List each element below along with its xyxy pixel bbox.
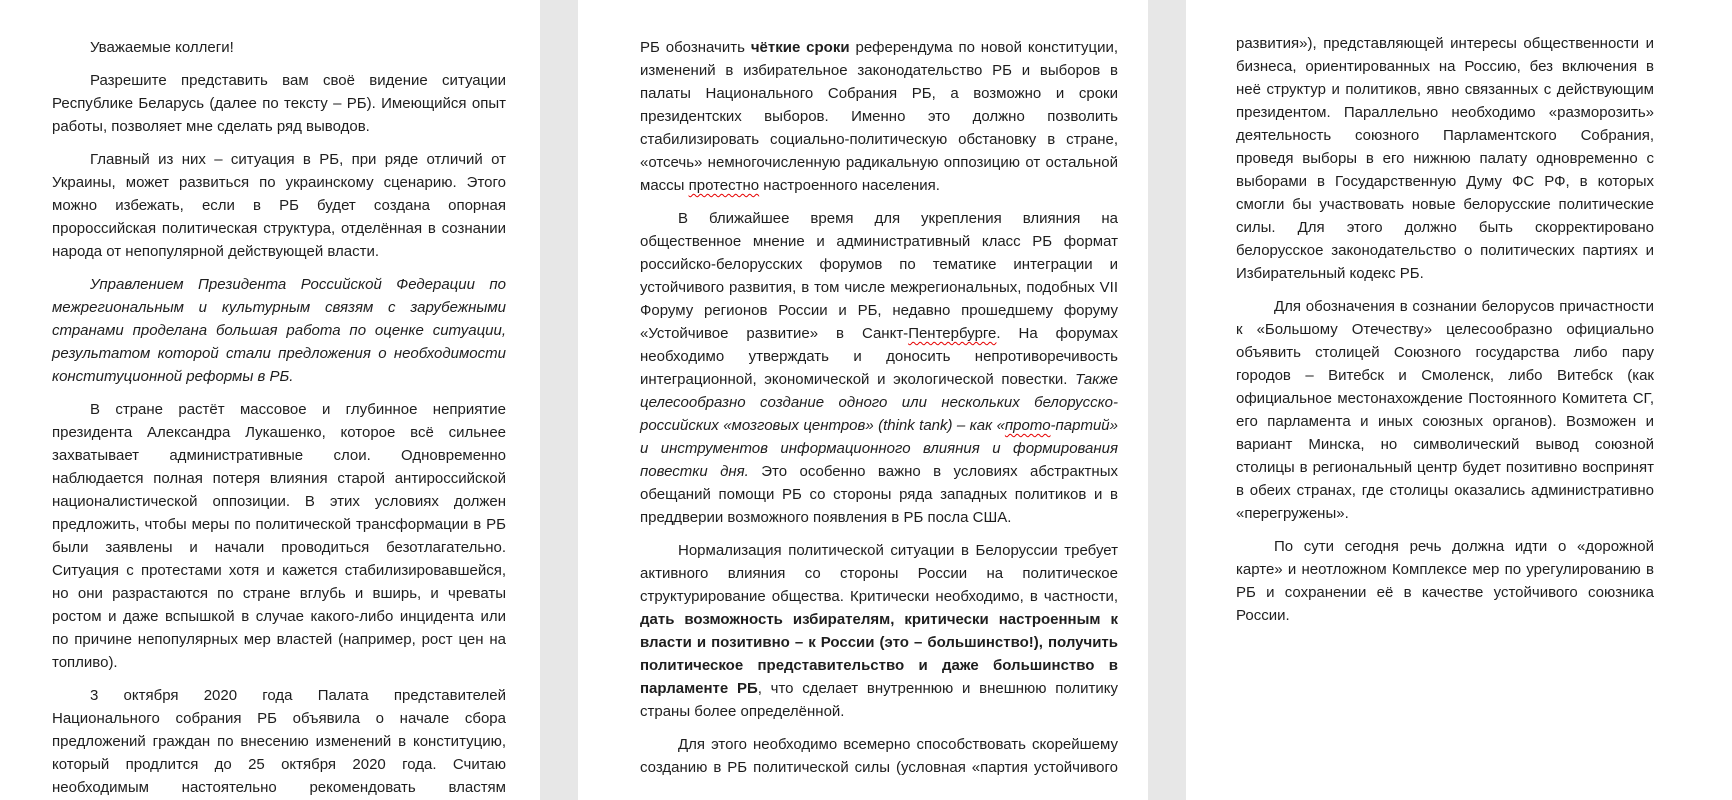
misspelled-word: протестно: [688, 177, 760, 194]
paragraph: [52, 273, 506, 388]
paragraph: [640, 733, 1118, 779]
text-run: Это особенно важно в условиях абстрактных обещаний помощи РБ со стороны ряда западных политиков и в преддверии возможного появления в РБ посла США.: [640, 463, 1118, 526]
text-run: Также целесообразно создание одного или нескольких белорусско-российских «мозговых центров» (think tank) – как «: [640, 371, 1118, 434]
paragraph: [52, 398, 506, 674]
document-page-1[interactable]: [0, 0, 540, 800]
text-run: -партий» и инструментов информационного влияния и формирования повестки дня.: [640, 417, 1118, 480]
text-run: Для обозначения в сознании белорусов причастности к «Большому Отечеству» целесообразно официально объявить столицей Союзного государства либо пару городов – Витебск и Смоленск, либо Витебск (как официальное местонахождение Постоянного Комитета СГ, его парламента и иных союзных органов). Возможен и вариант Минска, но символический вывод союзной столицы в региональный центр будет позитивно воспринят в обеих странах, где столицы оказались административно «перегружены».: [1236, 298, 1654, 522]
text-run: В ближайшее время для укрепления влияния на общественное мнение и административный класс РБ формат российско-белорусских форумов по тематике интеграции и устойчивого развития, в том числе межрегиональных, подобных VII Форуму регионов России и РБ, недавно прошедшему форуму «Устойчивое развитие» в Санкт-: [640, 210, 1118, 342]
text-run: В стране растёт массовое и глубинное неприятие президента Александра Лукашенко, которое всё сильнее захватывает административные слои. Одновременно наблюдается полная потеря влияния старой антироссийской националистической оппозиции. В этих условиях должен предложить, чтобы меры по политической трансформации в РБ были заявлены и начали проводиться безотлагательно. Ситуация с протестами хотя и кажется стабилизировавшейся, но они разрастаются по стране вглубь и вширь, и чреваты ростом и даже вспышкой в случае какого-либо инцидента или по причине непопулярных мер властей (например, рост цен на топливо).: [52, 401, 506, 671]
text-run: Уважаемые коллеги!: [90, 39, 234, 56]
text-run: Главный из них – ситуация в РБ, при ряде отличий от Украины, может развиться по украинскому сценарию. Этого можно избежать, если в РБ будет создана опорная пророссийская политическая структура, отделённая в сознании народа от непопулярной действующей власти.: [52, 151, 506, 260]
text-run: настроенного населения.: [759, 177, 940, 194]
paragraph: [1236, 535, 1654, 627]
document-page-2[interactable]: [578, 0, 1148, 800]
text-run: дать возможность избирателям, критически настроенным к власти и позитивно – к России (это – большинство!), получить политическое представительство и даже большинство в парламенте РБ: [640, 611, 1118, 697]
text-run: По сути сегодня речь должна идти о «дорожной карте» и неотложном Комплексе мер по урегулированию в РБ и сохранении её в качестве устойчивого союзника России.: [1236, 538, 1654, 624]
paragraph: [640, 36, 1118, 197]
text-run: 3 октября 2020 года Палата представителей Национального собрания РБ объявила о начале сбора предложений граждан по внесению изменений в конституцию, который продлится до 25 октября 2020 года. Считаю необходимым настоятельно рекомендовать властям: [52, 687, 506, 796]
paragraph: [640, 539, 1118, 723]
text-run: референдума по новой конституции, изменений в избирательное законодательство РБ и выборов в палаты Национального Собрания РБ, а возможно и сроки президентских выборов. Именно это должно позволить стабилизировать социально-политическую обстановку в стране, «отсечь» немногочисленную радикальную оппозицию от остальной массы: [640, 39, 1119, 194]
paragraph: [52, 684, 506, 799]
misspelled-word: прото: [1004, 417, 1051, 434]
text-run: Разрешите представить вам своё видение ситуации Республике Беларусь (далее по тексту – РБ). Имеющийся опыт работы, позволяет мне сделать ряд выводов.: [52, 72, 506, 135]
paragraph: [52, 69, 506, 138]
text-run: Нормализация политической ситуации в Белоруссии требует активного влияния со стороны России на политическое структурирование общества. Критически необходимо, в частности,: [640, 542, 1118, 605]
misspelled-word: Пентербурге: [908, 325, 997, 342]
text-run: Для этого необходимо всемерно способствовать скорейшему созданию в РБ политической силы (условная «партия устойчивого: [640, 736, 1118, 776]
paragraph: [640, 207, 1118, 529]
document-page-3[interactable]: [1186, 0, 1732, 800]
paragraph: [1236, 32, 1654, 285]
text-run: развития»), представляющей интересы общественности и бизнеса, ориентированных на Россию, без включения в неё структур и политиков, явно связанных с действующим президентом. Параллельно необходимо «разморозить» деятельность союзного Парламентского Собрания, проведя выборы в его нижнюю палату одновременно с выборами в Государственную Думу ФС РФ, в которых смогли бы участвовать новые белорусские политические силы. Для этого должно быть скорректировано белорусское законодательство о политических партиях и Избирательный кодекс РБ.: [1236, 35, 1654, 282]
text-run: , что сделает внутреннюю и внешнюю политику страны более определённой.: [640, 680, 1118, 720]
paragraph: [1236, 295, 1654, 525]
text-run: РБ обозначить: [640, 39, 751, 56]
text-run: чёткие сроки: [750, 39, 850, 56]
paragraph: [52, 36, 506, 59]
paragraph: [52, 148, 506, 263]
text-run: Управлением Президента Российской Федерации по межрегиональным и культурным связям с зарубежными странами проделана большая работа по оценке ситуации, результатом которой стали предложения о необходимости конституционной реформы в РБ.: [52, 276, 506, 385]
text-run: . На форумах необходимо утверждать и доносить непротиворечивость интеграционной, экономической и экологической повестки.: [640, 325, 1118, 388]
